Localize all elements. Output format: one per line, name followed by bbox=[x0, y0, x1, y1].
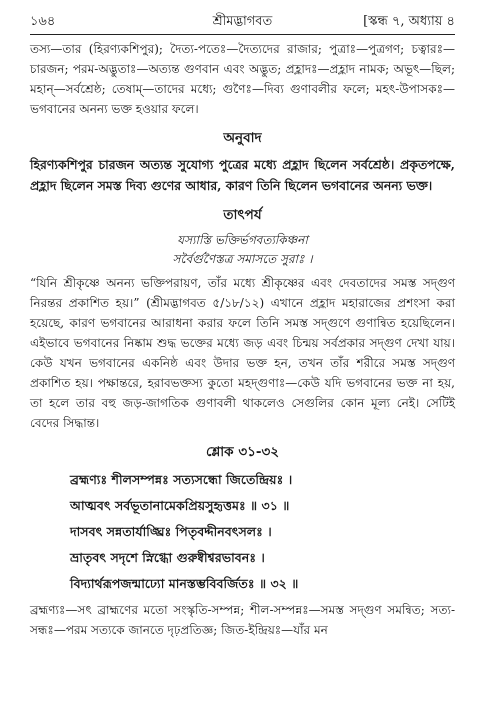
verse-line: আত্মবৎ সর্বভূতানামেকপ্রিয়সুহৃত্তমঃ ॥ ৩১ ॥ bbox=[70, 498, 290, 513]
header-rule bbox=[30, 34, 455, 35]
synonyms-bottom: ব্রহ্মণ্যঃ—সৎ ব্রাহ্মণের মতো সংস্কৃতি-সম্পন্ন; শীল-সম্পন্নঃ—সমস্ত সদ্‌গুণ সমন্বিত; সত্য-সন্ধঃ—পরম সত্যকে জানতে দৃঢ়প্রতিজ্ঞ; জিত-ইন্দ্রিয়ঃ—যাঁর মন bbox=[30, 603, 455, 637]
synonyms-top: তস্য—তার (হিরণ্যকশিপুর); দৈত্য-পতেঃ—দৈত্যদের রাজার; পুত্রাঃ—পুত্রগণ; চত্বারঃ—চারজন; পরম-অদ্ভুতাঃ—অত্যন্ত গুণবান এবং অদ্ভুত; প্রহ্লাদঃ—প্রহ্লাদ নামক; অভূৎ—ছিল; মহান্—সর্বশ্রেষ্ঠ; তেষাম্—তাদের মধ্যে; গুণৈঃ—দিব্য গুণাবলীর ফলে; মহৎ-উপাসকঃ—ভগবানের অনন্য ভক্ত হওয়ার ফলে। bbox=[30, 42, 455, 116]
translation-text: হিরণ্যকশিপুর চারজন অত্যন্ত সুযোগ্য পুত্রের মধ্যে প্রহ্লাদ ছিলেন সর্বশ্রেষ্ঠ। প্রকৃতপক্ষে, প্রহ্লাদ ছিলেন সমস্ত দিব্য গুণের আধার, কারণ তিনি ছিলেন ভগবানের অনন্য ভক্ত। bbox=[30, 157, 455, 193]
verse-line: ব্রহ্মণ্যঃ শীলসম্পন্নঃ সত্যসন্ধো জিতেন্দ্রিয়ঃ । bbox=[70, 472, 293, 487]
book-title: শ্রীমদ্ভাগবত bbox=[212, 14, 273, 29]
section-label: [স্কন্ধ ৭, অধ্যায় ৪ bbox=[363, 14, 455, 29]
sloka-heading: শ্লোক ৩১-৩২ bbox=[205, 444, 280, 460]
purport-quote-line-2: সর্বৈর্গুণৈস্তত্র সমাসতে সুরাঃ । bbox=[172, 252, 313, 266]
verse-line: বিদ্যার্থরূপজন্মাঢ্যো মানস্তম্ভবিবর্জিতঃ ॥ ৩২ ॥ bbox=[70, 576, 299, 591]
purport-heading: তাৎপর্য bbox=[223, 207, 262, 223]
purport-quote-line-1: যস্যাস্তি ভক্তির্ভগবত্যকিঞ্চনা bbox=[177, 233, 308, 247]
verse-block bbox=[30, 468, 455, 596]
page-number: ১৬৪ bbox=[30, 14, 56, 29]
verse-line: ভ্রাতৃবৎ সদৃশে স্নিগ্ধো গুরুষ্বীশ্বরভাবনঃ । bbox=[70, 550, 265, 565]
translation-heading: অনুবাদ bbox=[223, 130, 262, 146]
page-header bbox=[30, 10, 455, 30]
purport-text: “যিনি শ্রীকৃষ্ণে অনন্য ভক্তিপরায়ণ, তাঁর মধ্যে শ্রীকৃষ্ণের এবং দেবতাদের সমস্ত সদ্‌গুণ নিরন্তর প্রকাশিত হয়।” (শ্রীমদ্ভাগবত ৫/১৮/১২) এখানে প্রহ্লাদ মহারাজের প্রশংসা করা হয়েছে, কারণ ভগবানের আরাধনা করার ফলে তিনি সমস্ত সদ্‌গুণে গুণান্বিত হয়েছিলেন। এইভাবে ভগবানের নিষ্কাম শুদ্ধ ভক্তের মধ্যে জড় এবং চিন্ময় সর্বপ্রকার সদ্‌গুণ দেখা যায়। কেউ যখন ভগবানের একনিষ্ঠ এবং উদার ভক্ত হন, তখন তাঁর শরীরে সমস্ত সদ্‌গুণ প্রকাশিত হয়। পক্ষান্তরে, হরাবভক্তস্য কুতো মহদ্গুণাঃ—কেউ যদি ভগবানের ভক্ত না হয়, তা হলে তার বহু জড়-জাগতিক গুণাবলী থাকলেও সেগুলির কোন মূল্য নেই। সেটিই বেদের সিদ্ধান্ত। bbox=[30, 276, 455, 430]
verse-line: দাসবৎ সন্নতার্যাঙ্ঘ্রিঃ পিতৃবদ্দীনবৎসলঃ । bbox=[70, 524, 272, 539]
